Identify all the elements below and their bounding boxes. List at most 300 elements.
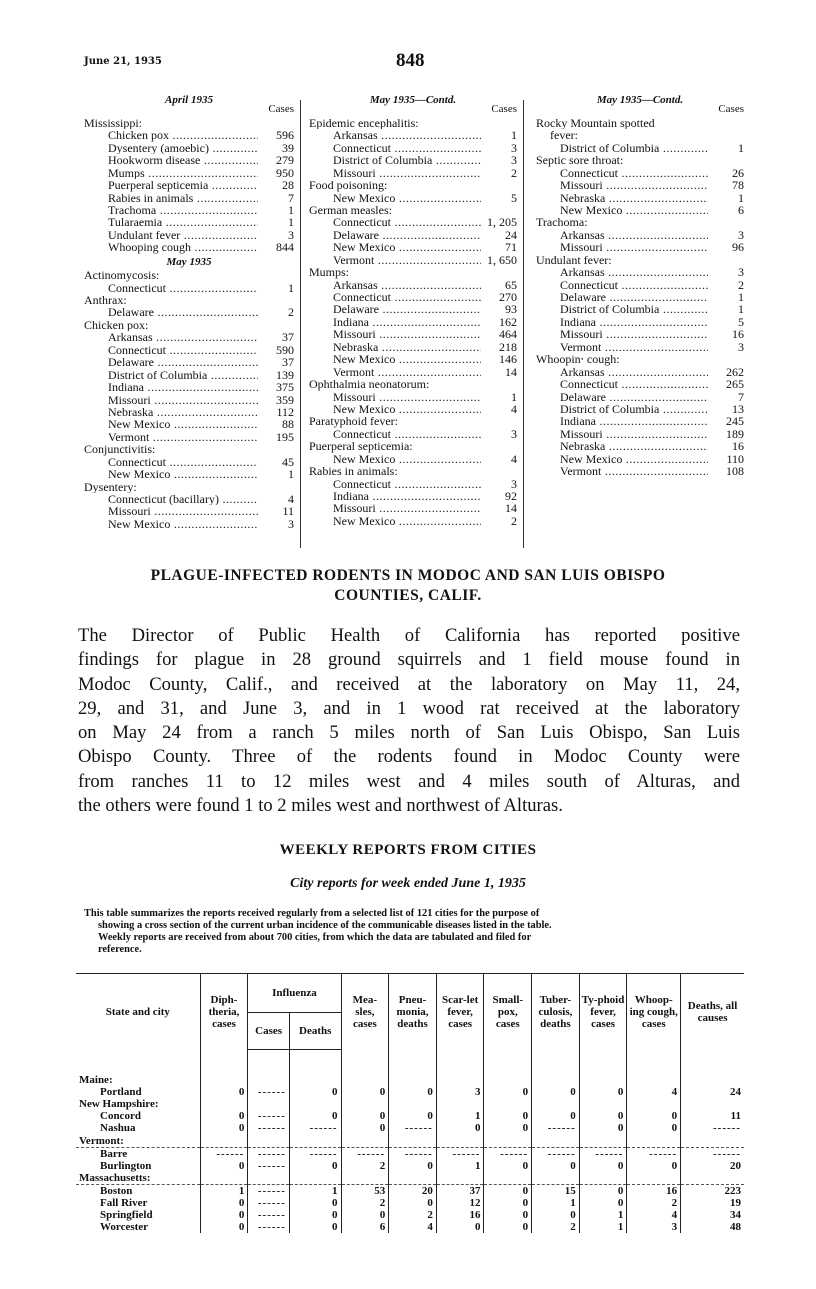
list-item [309, 366, 517, 378]
item-label: Vermont ..... [108, 431, 258, 443]
item-value: 2 [511, 514, 517, 528]
table-row [76, 1197, 744, 1209]
table-cell: 0 [289, 1086, 341, 1098]
item-value: 2 [511, 166, 517, 180]
item-label: Missouri ..... [333, 167, 481, 179]
table-cell [389, 1147, 437, 1160]
table-cell: 16 [627, 1184, 681, 1197]
item-value: 4 [511, 402, 517, 416]
item-label: Delaware ..... [560, 391, 708, 403]
item-label: Indiana ..... [560, 415, 708, 427]
item-label: Vermont ..... [333, 366, 481, 378]
item-label: Delaware ..... [560, 291, 708, 303]
table-cell [532, 1074, 580, 1086]
item-value: 3 [738, 228, 744, 242]
running-date: June 21, 1935 [84, 56, 162, 67]
table-cell: 15 [532, 1184, 580, 1197]
table-cell [248, 1184, 290, 1197]
table-cell [200, 1172, 248, 1185]
list-item [309, 428, 517, 440]
table-cell: 1 [436, 1110, 484, 1122]
item-label: New Mexico ..... [108, 418, 258, 430]
list-heading [84, 443, 294, 455]
col-header-smallpox: Small-pox, cases [484, 974, 532, 1050]
item-value: 45 [282, 455, 294, 469]
table-cell: 4 [627, 1086, 681, 1098]
heading-label: Anthrax: [84, 294, 127, 307]
table-cell [579, 1074, 627, 1086]
table-cell: 6 [341, 1221, 389, 1233]
table-cell: 11 [681, 1110, 744, 1122]
item-label: Connecticut ..... [333, 142, 481, 154]
table-cell: 0 [200, 1110, 248, 1122]
item-label: Arkansas ..... [560, 366, 708, 378]
item-value: 189 [726, 427, 744, 441]
table-cell [248, 1098, 290, 1110]
table-cell [248, 1197, 290, 1209]
item-value: 464 [499, 328, 517, 341]
heading-label: Dysentery: [84, 480, 137, 494]
table-cell [681, 1122, 744, 1134]
list-item [84, 418, 294, 430]
list-item [309, 316, 517, 328]
table-row [76, 1184, 744, 1197]
item-label: Connecticut ..... [560, 378, 708, 390]
col-header-tuberculosis: Tuber-culosis, deaths [532, 974, 580, 1050]
list-heading [84, 269, 294, 281]
table-cell: 1 [289, 1184, 341, 1197]
list-heading [536, 154, 744, 166]
list-item [84, 179, 294, 191]
item-value: 1 [511, 390, 517, 403]
list-item [309, 154, 517, 166]
table-cell [579, 1172, 627, 1185]
table-cell: 0 [389, 1110, 437, 1122]
list-item [536, 366, 744, 378]
item-label: Indiana ..... [333, 316, 481, 328]
table-cell [248, 1209, 290, 1221]
table-cell: 0 [532, 1086, 580, 1098]
list-heading [309, 440, 517, 452]
col-header-flu-cases: Cases [248, 1013, 290, 1050]
table-cell [248, 1122, 290, 1134]
item-value: 3 [511, 154, 517, 167]
column-divider [523, 100, 524, 548]
list-item [536, 279, 744, 291]
item-value: 3 [288, 517, 294, 531]
list-item [309, 216, 517, 228]
item-label: New Mexico ..... [333, 453, 481, 465]
list-item [536, 341, 744, 353]
item-label: Missouri ..... [560, 179, 708, 191]
heading-label: Undulant fever: [536, 253, 612, 267]
table-cell: 0 [436, 1221, 484, 1233]
item-label: Missouri ..... [560, 241, 708, 253]
item-value: 375 [276, 381, 294, 394]
item-value: 26 [732, 166, 744, 180]
list-item [536, 241, 744, 253]
item-label: Connecticut ..... [108, 456, 258, 468]
table-cell: 20 [389, 1184, 437, 1197]
city-name: Springfield [76, 1209, 200, 1221]
table-row [76, 1221, 744, 1233]
item-label: District of Columbia ..... [560, 303, 708, 315]
item-label: Connecticut ..... [560, 167, 708, 179]
table-cell [579, 1147, 627, 1160]
city-name: Barre [76, 1147, 200, 1160]
table-cell [289, 1050, 341, 1075]
heading-label: Rabies in animals: [309, 465, 398, 478]
list-item [309, 403, 517, 415]
item-label: Trachoma ..... [108, 204, 258, 216]
list-item [536, 415, 744, 427]
table-cell [436, 1098, 484, 1110]
item-value: 3 [738, 340, 744, 354]
list-item [536, 167, 744, 179]
table-cell [200, 1098, 248, 1110]
paragraph-line: 29, and 31, and June 3, and in 1 wood rat received at the laboratory [78, 697, 740, 719]
table-cell: 0 [532, 1110, 580, 1122]
item-label: Connecticut ..... [333, 291, 481, 303]
list-item [84, 331, 294, 343]
paragraph-line: The Director of Public Health of California has reported positive [78, 625, 740, 646]
item-label: District of Columbia ..... [333, 154, 481, 166]
column-3-list [536, 117, 744, 478]
column-2 [309, 94, 517, 527]
table-cell [289, 1134, 341, 1147]
table-cell [289, 1147, 341, 1160]
list-heading [84, 319, 294, 331]
item-value: 265 [726, 378, 744, 391]
col-header-whooping: Whoop-ing cough, cases [627, 974, 681, 1050]
table-cell: 0 [389, 1086, 437, 1098]
table-cell: 12 [436, 1197, 484, 1209]
list-item [84, 493, 294, 505]
table-cell [200, 1134, 248, 1147]
item-label: New Mexico ..... [333, 403, 481, 415]
item-value: 245 [726, 415, 744, 428]
table-cell [627, 1074, 681, 1086]
item-value: 92 [505, 490, 517, 503]
list-item [536, 403, 744, 415]
item-value: 195 [276, 430, 294, 444]
col-header-typhoid: Ty-phoid fever, cases [579, 974, 627, 1050]
item-label: District of Columbia ..... [560, 403, 708, 415]
table-cell [248, 1221, 290, 1233]
item-label: Indiana ..... [560, 316, 708, 328]
state-name: Massachusetts: [76, 1172, 200, 1185]
table-cell [248, 1086, 290, 1098]
table-cell: 53 [341, 1184, 389, 1197]
table-cell: 0 [200, 1086, 248, 1098]
heading-label: Puerperal septicemia: [309, 440, 413, 453]
item-label: Vermont ..... [560, 465, 708, 477]
item-label: Connecticut ..... [560, 279, 708, 291]
item-value: 14 [505, 365, 517, 379]
item-label: Arkansas ..... [333, 129, 481, 141]
item-value: 4 [288, 493, 294, 506]
column-2-title: May 1935—Contd. [369, 94, 457, 106]
list-item [536, 465, 744, 477]
heading-label: Ophthalmia neonatorum: [309, 378, 430, 391]
table-cell [681, 1172, 744, 1185]
item-value: 270 [499, 291, 517, 304]
item-label: Vermont ..... [333, 254, 481, 266]
item-label: Puerperal septicemia ..... [108, 179, 258, 191]
table-cell: 34 [681, 1209, 744, 1221]
item-value: 108 [726, 465, 744, 478]
item-label: Nebraska ..... [108, 406, 258, 418]
table-cell: 0 [200, 1197, 248, 1209]
table-cell [248, 1110, 290, 1122]
table-cell [579, 1134, 627, 1147]
item-value: 28 [282, 179, 294, 192]
list-heading [309, 179, 517, 191]
list-item [536, 316, 744, 328]
item-label: District of Columbia ..... [560, 142, 708, 154]
table-cell: 0 [579, 1086, 627, 1098]
table-cell: 0 [579, 1122, 627, 1134]
table-cell: 0 [484, 1110, 532, 1122]
list-item [84, 129, 294, 141]
item-value: 279 [276, 154, 294, 167]
table-cell [484, 1134, 532, 1147]
table-cell [389, 1050, 437, 1075]
list-item [84, 167, 294, 179]
list-item [536, 192, 744, 204]
list-item [309, 229, 517, 241]
item-label: Connecticut ..... [108, 344, 258, 356]
table-cell [248, 1074, 290, 1086]
item-label: Connecticut ..... [333, 216, 481, 228]
item-value: 844 [276, 241, 294, 254]
item-value: 1 [288, 203, 294, 217]
table-cell: 0 [289, 1197, 341, 1209]
table-cell: 2 [532, 1221, 580, 1233]
item-value: 2 [738, 278, 744, 292]
list-item [84, 306, 294, 318]
table-cell: 0 [484, 1197, 532, 1209]
table-cell: 3 [436, 1086, 484, 1098]
col-header-measles: Mea-sles, cases [341, 974, 389, 1050]
column-1-title: April 1935 [165, 94, 213, 106]
weekly-note [84, 908, 736, 956]
list-item [84, 381, 294, 393]
item-value: 162 [499, 315, 517, 329]
list-heading [84, 481, 294, 493]
table-cell: 0 [200, 1221, 248, 1233]
col-header-diphtheria: Diph-theria, cases [200, 974, 248, 1050]
table-cell: 0 [200, 1209, 248, 1221]
city-name: Worcester [76, 1221, 200, 1233]
item-value: 5 [738, 315, 744, 329]
col-header-state-city: State and city [76, 974, 200, 1050]
item-value: 3 [288, 228, 294, 242]
item-label: Nebraska ..... [560, 192, 708, 204]
list-heading [309, 378, 517, 390]
may-list [84, 269, 294, 530]
item-label: Delaware ..... [108, 356, 258, 368]
item-label: Vermont ..... [560, 341, 708, 353]
table-cell: 0 [532, 1209, 580, 1221]
item-label: New Mexico ..... [333, 353, 481, 365]
table-cell: 0 [484, 1122, 532, 1134]
table-cell [484, 1147, 532, 1160]
item-label: Connecticut ..... [333, 478, 481, 490]
table-cell [579, 1098, 627, 1110]
item-value: 16 [732, 440, 744, 453]
table-cell [389, 1098, 437, 1110]
table-cell: 0 [627, 1160, 681, 1172]
column-2-list [309, 117, 517, 527]
item-value: 88 [282, 418, 294, 431]
table-cell: 2 [627, 1197, 681, 1209]
item-value: 39 [282, 141, 294, 155]
list-heading [536, 117, 744, 129]
table-cell [532, 1098, 580, 1110]
item-value: 96 [732, 241, 744, 254]
table-row [76, 1209, 744, 1221]
list-item [536, 291, 744, 303]
heading-label: Conjunctivitis: [84, 443, 156, 456]
item-label: New Mexico ..... [560, 204, 708, 216]
table-cell: 0 [341, 1122, 389, 1134]
item-label: Missouri ..... [333, 502, 481, 514]
item-label: Tularaemia ..... [108, 216, 258, 228]
item-label: Whooping cough ..... [108, 241, 258, 253]
item-label: New Mexico ..... [108, 468, 258, 480]
table-cell [389, 1122, 437, 1134]
table-cell [484, 1098, 532, 1110]
item-label: Missouri ..... [333, 328, 481, 340]
list-item [536, 428, 744, 440]
table-cell: 0 [289, 1209, 341, 1221]
heading-label: Chicken pox: [84, 318, 149, 332]
table-cell: 0 [484, 1221, 532, 1233]
list-item [84, 369, 294, 381]
table-cell [76, 1050, 200, 1075]
item-label: Arkansas ..... [560, 229, 708, 241]
table-cell: 0 [579, 1160, 627, 1172]
item-value: 139 [276, 368, 294, 382]
heading-label: Actinomycosis: [84, 269, 160, 282]
item-label: Nebraska ..... [333, 341, 481, 353]
item-label: Connecticut ..... [333, 428, 481, 440]
item-label: Missouri ..... [333, 391, 481, 403]
table-cell: 37 [436, 1184, 484, 1197]
item-value: 65 [505, 278, 517, 292]
weekly-table-body [76, 1050, 744, 1234]
table-cell: 0 [484, 1160, 532, 1172]
table-cell: 1 [579, 1221, 627, 1233]
item-label: New Mexico ..... [333, 515, 481, 527]
list-item [309, 129, 517, 141]
april-list [84, 117, 294, 254]
item-label: New Mexico ..... [560, 453, 708, 465]
heading-label: Epidemic encephalitis: [309, 116, 419, 130]
list-item [536, 378, 744, 390]
list-item [309, 478, 517, 490]
table-cell [627, 1098, 681, 1110]
item-label: Missouri ..... [108, 505, 258, 517]
list-item [536, 179, 744, 191]
table-cell: 19 [681, 1197, 744, 1209]
item-label: Arkansas ..... [560, 266, 708, 278]
list-item [309, 291, 517, 303]
item-value: 13 [732, 402, 744, 416]
table-cell: 2 [341, 1197, 389, 1209]
table-cell: 20 [681, 1160, 744, 1172]
item-label: District of Columbia ..... [108, 369, 258, 381]
table-cell: 0 [532, 1160, 580, 1172]
list-heading [536, 129, 744, 141]
table-cell: 0 [436, 1122, 484, 1134]
weekly-city-table [76, 973, 744, 1233]
list-item [309, 341, 517, 353]
item-value: 1 [511, 129, 517, 142]
list-item [536, 229, 744, 241]
item-label: Delaware ..... [108, 306, 258, 318]
table-cell [681, 1134, 744, 1147]
list-item [84, 216, 294, 228]
table-spacer [76, 1050, 744, 1075]
city-name: Boston [76, 1184, 200, 1197]
item-label: Delaware ..... [333, 303, 481, 315]
item-label: Rabies in animals ..... [108, 192, 258, 204]
plague-heading-line: PLAGUE-INFECTED RODENTS IN MODOC AND SAN LUIS OBISPO [150, 567, 666, 584]
state-name: Vermont: [76, 1134, 200, 1147]
paragraph-line: Obispo County. Three of the rodents found in Modoc County were [78, 746, 740, 768]
table-cell [681, 1147, 744, 1160]
item-label: Missouri ..... [560, 328, 708, 340]
table-cell: 0 [579, 1110, 627, 1122]
weekly-heading: WEEKLY REPORTS FROM CITIES [279, 842, 537, 858]
item-label: Delaware ..... [333, 229, 481, 241]
item-value: 359 [276, 393, 294, 406]
list-item [84, 142, 294, 154]
item-label: Indiana ..... [108, 381, 258, 393]
table-cell [248, 1172, 290, 1185]
list-item [309, 167, 517, 179]
table-state-row [76, 1098, 744, 1110]
item-value: 112 [276, 405, 294, 419]
table-cell [627, 1172, 681, 1185]
table-cell: 2 [341, 1160, 389, 1172]
item-value: 71 [505, 241, 517, 254]
list-heading [84, 117, 294, 129]
item-label: Hookworm disease ..... [108, 154, 258, 166]
table-cell [200, 1050, 248, 1075]
table-cell [436, 1050, 484, 1075]
item-value: 4 [511, 452, 517, 466]
table-cell [248, 1160, 290, 1172]
list-item [309, 241, 517, 253]
note-line: reference. [98, 944, 142, 955]
table-cell [341, 1098, 389, 1110]
list-item [309, 142, 517, 154]
item-value: 218 [499, 340, 517, 354]
item-value: 590 [276, 343, 294, 357]
list-heading [536, 216, 744, 228]
note-line: This table summarizes the reports received regularly from a selected list of 121 cities for the purpose of [84, 908, 540, 919]
list-item [84, 282, 294, 294]
table-cell: 1 [579, 1209, 627, 1221]
item-value: 262 [726, 365, 744, 379]
item-value: 1 [288, 216, 294, 229]
list-heading [536, 353, 744, 365]
plague-heading-line: COUNTIES, CALIF. [334, 587, 482, 604]
item-value: 3 [511, 477, 517, 491]
